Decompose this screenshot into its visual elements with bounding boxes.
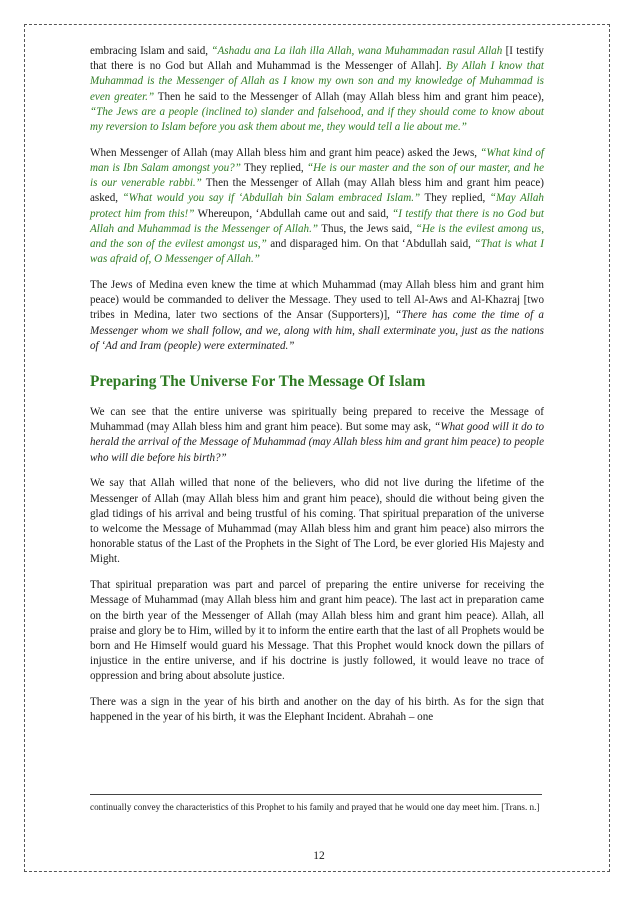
paragraph-p5 — [90, 476, 544, 567]
paragraph-text: Whereupon, ‘Abdullah came out and said, — [194, 207, 393, 220]
paragraph-text: The Jews of Medina even knew the time at which Muhammad (may Allah bless him and grant him peace) would be commanded to deliver the Message. They used to tell Al-Aws and Al-Khazraj [two tribes in Medina, later two sections of the Ansar (Supporters)], — [90, 279, 544, 322]
section-heading: Preparing The Universe For The Message Of Islam — [90, 373, 426, 391]
quote-text: “The Jews are a people (inclined to) slander and falsehood, and if they should come to know about my reversion to Islam before you ask them about me, they would tell a lie about me.” — [90, 105, 544, 134]
paragraph-text: There was a sign in the year of his birth and another on the day of his birth. As for the sign that happened in the year of his birth, it was the Elephant Incident. Abrahah – one — [90, 696, 544, 724]
top-paragraphs — [90, 44, 544, 354]
page-number: 12 — [313, 850, 325, 862]
paragraph-text: embracing Islam and said, — [90, 45, 212, 57]
footnote: continually convey the characteristics of this Prophet to his family and prayed that he would one day meet him. [Trans. n.] — [90, 802, 540, 812]
paragraph-text: When Messenger of Allah (may Allah bless him and grant him peace) asked the Jews, — [90, 146, 481, 159]
paragraph-text: Then the Messenger of Allah (may Allah bless him and grant him peace) asked, — [90, 177, 544, 205]
paragraph-p3 — [90, 278, 544, 354]
quote-text: “There has come the time of a Messenger whom we shall follow, and we, along with him, shall exterminate you, just as the nations of ‘Ad and Iram (people) were exterminated.” — [90, 309, 544, 352]
quote-text: By Allah I know that Muhammad is the Messenger of Allah as I know my own son and my knowledge of Muhammad is even greater.” — [90, 60, 545, 103]
paragraph-text: Then he said to the Messenger of Allah (may Allah bless him and grant him peace), — [154, 90, 544, 103]
paragraph-text: They replied, — [420, 192, 490, 205]
quote-text: “What kind of man is Ibn Salam amongst you?” — [90, 146, 544, 175]
footnote-divider — [90, 794, 542, 795]
paragraph-p6 — [90, 578, 544, 684]
paragraph-text: They replied, — [240, 162, 307, 175]
quote-text: “That is what I was afraid of, O Messenger of Allah.” — [90, 238, 544, 266]
quote-text: “What would you say if ‘Abdullah bin Salam embraced Islam.” — [122, 192, 421, 205]
section-paragraphs — [90, 405, 544, 726]
quote-text: “He is the evilest among us, and the son of the evilest amongst us,” — [90, 222, 544, 251]
paragraph-text: We can see that the entire universe was spiritually being prepared to receive the Message of Muhammad (may Allah bless him and grant him peace). But some may ask, — [90, 406, 544, 434]
paragraph-text: Thus, the Jews said, — [318, 222, 416, 235]
paragraph-text: We say that Allah willed that none of the believers, who did not live during the lifetime of the Messenger of Allah (may Allah bless him and grant him peace), should die without being given the glad tidings of his arrival and being trustful of his coming. That spiritual preparation of the universe to welcome the Message of Muhammad (may Allah bless him and grant him peace) also mirrors the honorable status of the Last of the Prophets in the Sight of The Lord, be ever gloried His Majesty and Might. — [90, 477, 544, 566]
paragraph-p4 — [90, 405, 544, 466]
quote-text: “I testify that there is no God but Allah and Muhammad is the Messenger of Allah.” — [90, 207, 544, 235]
quote-text: “May Allah protect him from this!” — [90, 192, 544, 220]
main-content — [90, 44, 544, 736]
quote-text: “What good will it do to herald the arrival of the Message of Muhammad (may Allah bless him and grant him peace) to people who will die before his birth?” — [90, 421, 544, 464]
paragraph-p1 — [90, 44, 544, 135]
quote-text: “He is our master and the son of our master, and he is our venerable rabbi.” — [90, 162, 544, 190]
paragraph-text: That spiritual preparation was part and parcel of preparing the entire universe for receiving the Message of Muhammad (may Allah bless him and grant him peace). The last act in preparation came on the birth year of the Messenger of Allah (may Allah bless him and grant him peace). Allah, all praise and glory be to Him, willed by it to inform the entire earth that the last of all Prophets would be born and He Himself would guard his Message. That this Prophet would knock down the pillars of injustice in the entire universe, and if his doctrine is justly followed, it would leave no trace of oppression and bring about absolute justice. — [90, 579, 544, 683]
paragraph-p2 — [90, 146, 544, 268]
paragraph-text: [I testify that there is no God but Allah and Muhammad is the Messenger of Allah]. — [90, 45, 544, 73]
paragraph-p7 — [90, 695, 544, 725]
paragraph-text: and disparaged him. On that ‘Abdullah said, — [266, 238, 475, 251]
quote-text: “Ashadu ana La ilah illa Allah, wana Muhammadan rasul Allah — [211, 45, 503, 57]
